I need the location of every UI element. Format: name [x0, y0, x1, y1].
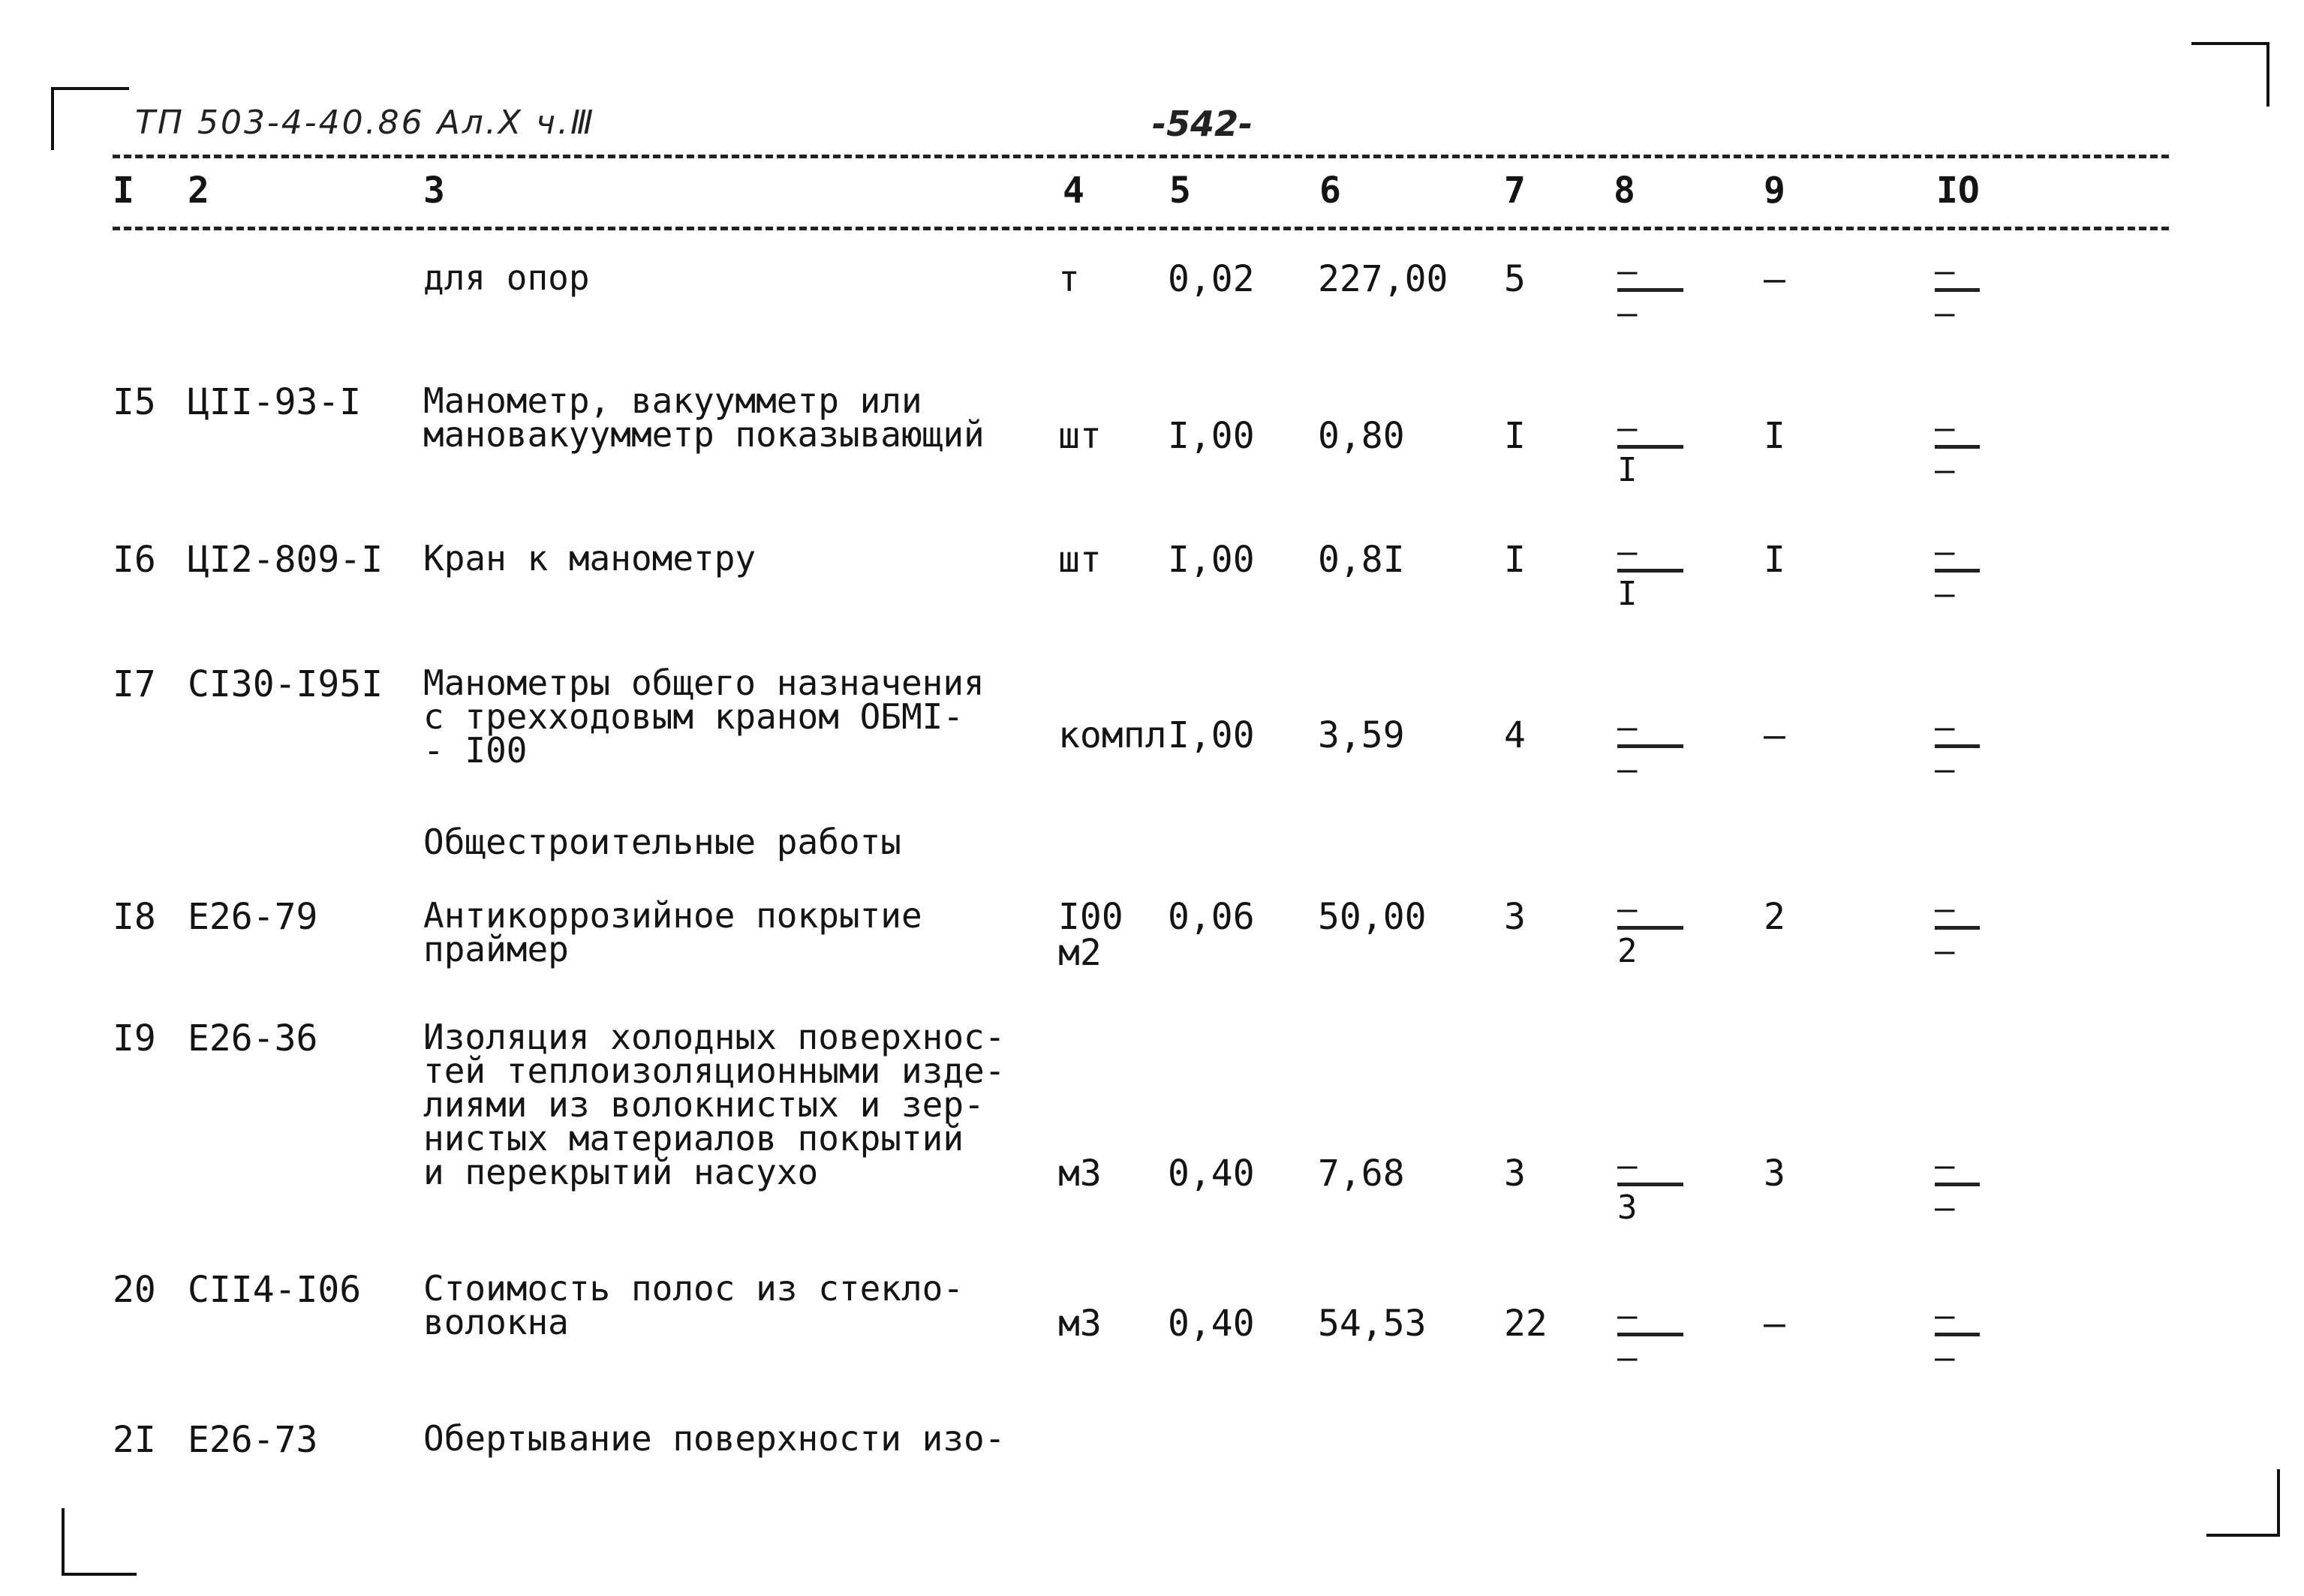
row-col10-fraction-bar	[1935, 926, 1980, 930]
row-price: 7,68	[1318, 1153, 1405, 1195]
row-quantity: 0,40	[1168, 1303, 1255, 1345]
row-price: 3,59	[1318, 714, 1405, 756]
row-col10-fraction-denominator: –	[1935, 451, 1955, 489]
row-code: Е26-79	[188, 896, 318, 938]
row-unit: м3	[1058, 1303, 1102, 1345]
row-col10-fraction-numerator: –	[1935, 533, 1955, 571]
row-price: 0,8I	[1318, 539, 1405, 581]
row-description: Манометры общего назначения с трехходовым краном ОБМI- - I00	[423, 663, 985, 771]
row-col9: –	[1764, 1303, 1785, 1345]
row-description: Манометр, вакуумметр или мановакуумметр показывающий	[423, 380, 985, 455]
row-code: Е26-36	[188, 1017, 318, 1059]
row-description: Изоляция холодных поверхнос- тей теплоизоляционными изде- лиями из волокнистых и зер- нистых материалов покрытий и перекрытий насухо	[423, 1017, 1006, 1192]
row-description: Кран к манометру	[423, 538, 756, 579]
row-unit: компл	[1058, 714, 1167, 756]
row-total: I	[1504, 415, 1526, 457]
column-header: I	[113, 170, 134, 212]
row-col8-fraction-numerator: –	[1617, 1147, 1638, 1185]
row-col8-fraction-bar	[1617, 744, 1683, 748]
row-total: 4	[1504, 714, 1526, 756]
row-col8-fraction-denominator: –	[1617, 750, 1638, 789]
row-col10-fraction-bar	[1935, 744, 1980, 748]
row-col8-fraction-bar	[1617, 569, 1683, 573]
row-quantity: 0,06	[1168, 896, 1255, 938]
row-number: I5	[113, 381, 156, 423]
row-col8-fraction-denominator: I	[1617, 451, 1638, 489]
row-col8-fraction-bar	[1617, 926, 1683, 930]
row-col10-fraction-denominator: –	[1935, 750, 1955, 789]
row-unit: I00 м2	[1058, 896, 1123, 974]
page-number: -542-	[1152, 104, 1253, 144]
row-col9: I	[1764, 415, 1785, 457]
corner-mark-top-left	[51, 87, 129, 150]
row-col10-fraction-denominator: –	[1935, 575, 1955, 613]
row-quantity: 0,40	[1168, 1153, 1255, 1195]
row-col10-fraction-numerator: –	[1935, 890, 1955, 928]
column-header: IO	[1936, 170, 1980, 212]
column-header: 9	[1764, 170, 1785, 212]
row-col10-fraction-denominator: –	[1935, 932, 1955, 970]
row-description: Общестроительные работы	[423, 822, 901, 862]
row-unit: м3	[1058, 1153, 1102, 1195]
row-col10-fraction-numerator: –	[1935, 409, 1955, 447]
row-col10-fraction-bar	[1935, 569, 1980, 573]
row-col8-fraction-bar	[1617, 445, 1683, 449]
column-header: 8	[1614, 170, 1635, 212]
row-col10-fraction-denominator: –	[1935, 294, 1955, 332]
row-col8-fraction-bar	[1617, 288, 1683, 292]
row-quantity: 0,02	[1168, 258, 1255, 300]
row-col10-fraction-denominator: –	[1935, 1339, 1955, 1377]
row-col8-fraction-numerator: –	[1617, 533, 1638, 571]
row-col8-fraction-numerator: –	[1617, 890, 1638, 928]
row-col9: –	[1764, 714, 1785, 756]
row-price: 50,00	[1318, 896, 1427, 938]
row-number: I6	[113, 539, 156, 581]
row-col8-fraction-bar	[1617, 1183, 1683, 1186]
row-col9: I	[1764, 539, 1785, 581]
row-number: 20	[113, 1269, 156, 1311]
row-col8-fraction-numerator: –	[1617, 1297, 1638, 1335]
column-header: 2	[188, 170, 209, 212]
row-col8-fraction-denominator: I	[1617, 575, 1638, 613]
header-rule-bottom	[113, 227, 2169, 230]
row-price: 54,53	[1318, 1303, 1427, 1345]
row-code: ЦII-93-I	[188, 381, 362, 423]
row-col8-fraction-bar	[1617, 1333, 1683, 1336]
row-price: 227,00	[1318, 258, 1448, 300]
column-header: 5	[1169, 170, 1191, 212]
row-col8-fraction-numerator: –	[1617, 708, 1638, 747]
row-col10-fraction-bar	[1935, 1333, 1980, 1336]
row-col10-fraction-numerator: –	[1935, 252, 1955, 290]
row-col9: –	[1764, 258, 1785, 300]
row-col8-fraction-denominator: –	[1617, 294, 1638, 332]
row-description: Обертывание поверхности изо-	[423, 1418, 1006, 1459]
row-quantity: I,00	[1168, 714, 1255, 756]
row-col10-fraction-denominator: –	[1935, 1189, 1955, 1227]
row-number: I8	[113, 896, 156, 938]
row-col10-fraction-bar	[1935, 1183, 1980, 1186]
column-header: 3	[423, 170, 445, 212]
row-price: 0,80	[1318, 415, 1405, 457]
row-unit: т	[1058, 258, 1080, 300]
corner-mark-bottom-left	[62, 1508, 137, 1576]
row-total: 5	[1504, 258, 1526, 300]
row-number: I7	[113, 663, 156, 705]
row-code: CII4-I06	[188, 1269, 362, 1311]
row-total: 22	[1504, 1303, 1548, 1345]
row-quantity: I,00	[1168, 415, 1255, 457]
row-col8-fraction-numerator: –	[1617, 409, 1638, 447]
row-quantity: I,00	[1168, 539, 1255, 581]
row-col8-fraction-denominator: 2	[1617, 932, 1638, 970]
document-code: ТП 503-4-40.86 Ал.Х ч.Ⅲ	[135, 104, 596, 142]
header-rule-top	[113, 155, 2169, 158]
row-col10-fraction-bar	[1935, 445, 1980, 449]
row-col10-fraction-numerator: –	[1935, 1297, 1955, 1335]
corner-mark-bottom-right	[2206, 1469, 2280, 1537]
row-col10-fraction-bar	[1935, 288, 1980, 292]
row-total: 3	[1504, 896, 1526, 938]
row-code: CI30-I95I	[188, 663, 383, 705]
row-col8-fraction-numerator: –	[1617, 252, 1638, 290]
corner-mark-top-right	[2191, 42, 2269, 107]
column-header: 7	[1504, 170, 1526, 212]
column-header: 6	[1319, 170, 1341, 212]
row-total: 3	[1504, 1153, 1526, 1195]
row-description: для опор	[423, 257, 590, 298]
column-header: 4	[1063, 170, 1084, 212]
row-col10-fraction-numerator: –	[1935, 708, 1955, 747]
row-code: Е26-73	[188, 1419, 318, 1461]
row-col10-fraction-numerator: –	[1935, 1147, 1955, 1185]
row-col9: 3	[1764, 1153, 1785, 1195]
row-col9: 2	[1764, 896, 1785, 938]
row-number: 2I	[113, 1419, 156, 1461]
row-col8-fraction-denominator: –	[1617, 1339, 1638, 1377]
row-total: I	[1504, 539, 1526, 581]
row-code: ЦI2-809-I	[188, 539, 383, 581]
row-description: Стоимость полос из стекло- волокна	[423, 1268, 964, 1342]
row-unit: шт	[1058, 539, 1102, 581]
row-description: Антикоррозийное покрытие праймер	[423, 895, 922, 969]
row-number: I9	[113, 1017, 156, 1059]
row-col8-fraction-denominator: 3	[1617, 1189, 1638, 1227]
row-unit: шт	[1058, 415, 1102, 457]
